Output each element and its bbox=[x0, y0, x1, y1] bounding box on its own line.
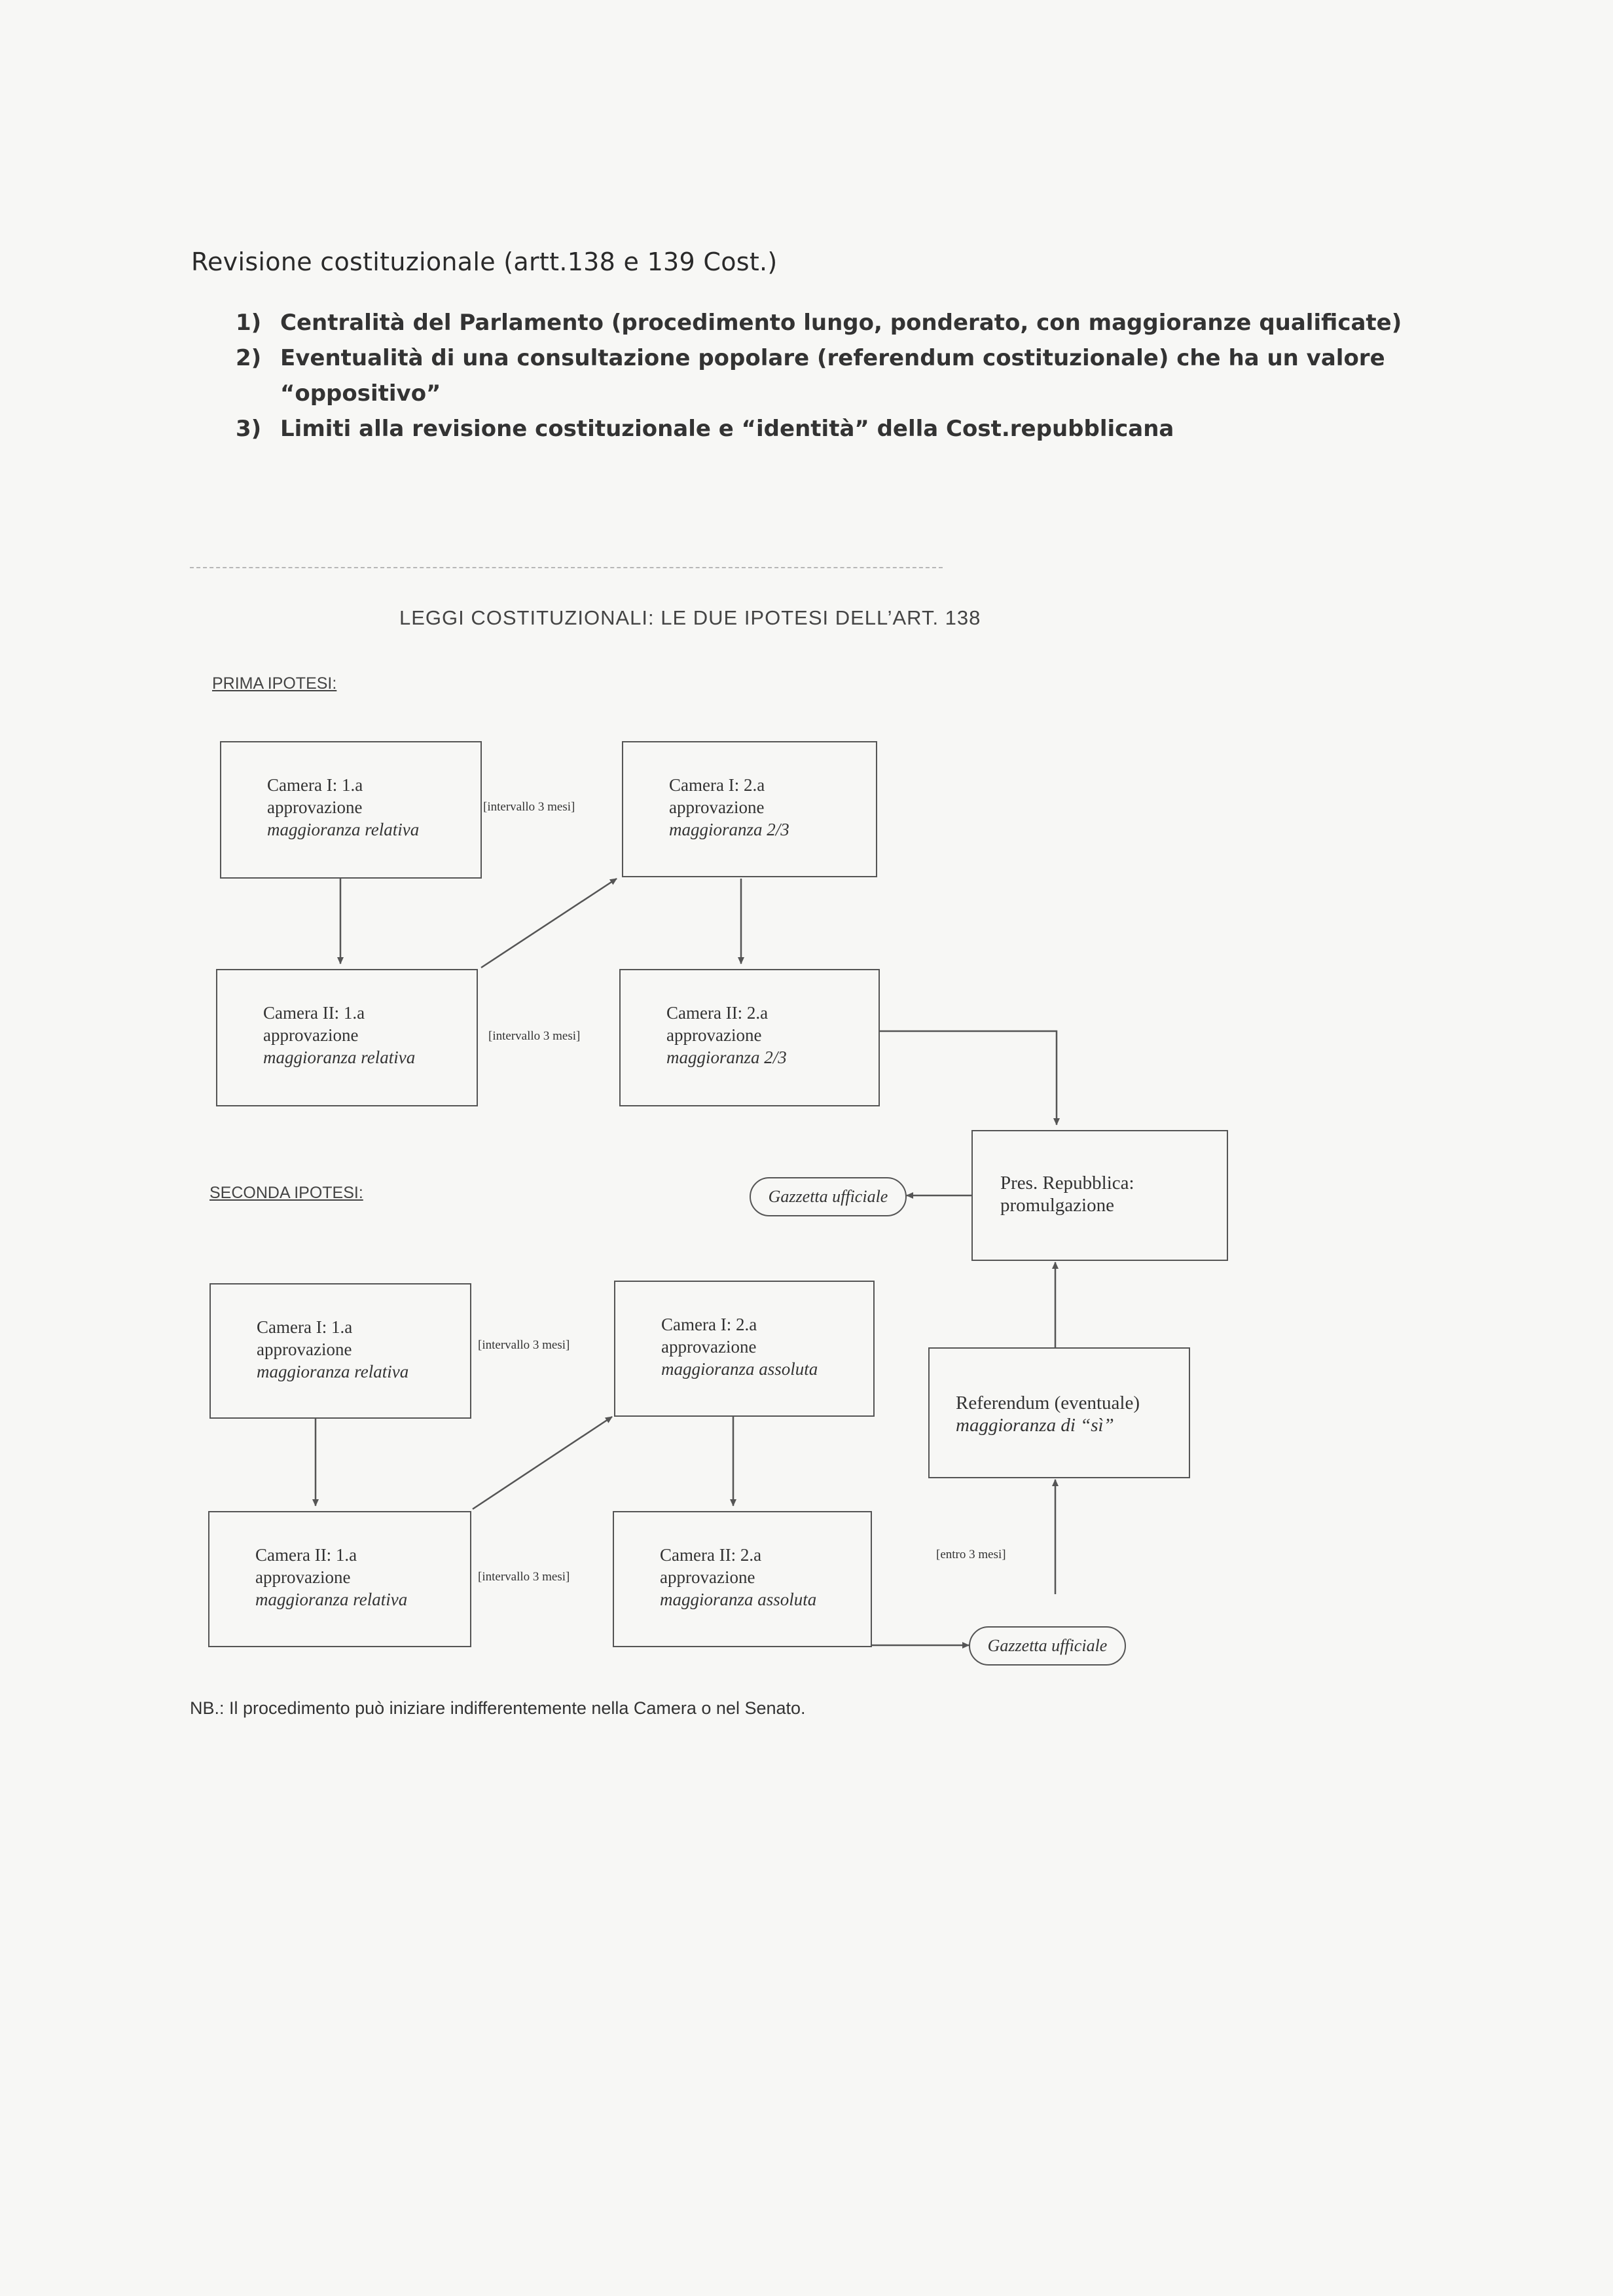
box-line: Referendum (eventuale) bbox=[956, 1393, 1140, 1413]
list-item-number: 2) bbox=[236, 345, 262, 371]
president-promulgation-box bbox=[971, 1130, 1228, 1261]
box-line: Camera I: 2.a bbox=[661, 1315, 757, 1334]
seconda-ipotesi-label: SECONDA IPOTESI: bbox=[209, 1184, 363, 1202]
box-line: maggioranza relativa bbox=[257, 1362, 409, 1381]
interval-note: [intervallo 3 mesi] bbox=[488, 1029, 581, 1043]
diagram-title: LEGGI COSTITUZIONALI: LE DUE IPOTESI DELL’ART. 138 bbox=[399, 606, 981, 629]
seconda-camera-2-first-approval bbox=[208, 1511, 471, 1647]
box-line: approvazione bbox=[267, 797, 363, 817]
box-line: approvazione bbox=[257, 1339, 352, 1359]
list-item-text: Limiti alla revisione costituzionale e “identità” della Cost.repubblicana bbox=[280, 416, 1174, 442]
box-line: Camera I: 1.a bbox=[257, 1317, 353, 1337]
box-line: approvazione bbox=[255, 1567, 351, 1587]
seconda-camera-2-second-approval bbox=[613, 1511, 872, 1647]
box-line: Camera II: 2.a bbox=[666, 1003, 769, 1023]
interval-note: [intervallo 3 mesi] bbox=[483, 800, 575, 814]
prima-ipotesi-label: PRIMA IPOTESI: bbox=[212, 674, 337, 693]
entro-note: [entro 3 mesi] bbox=[936, 1548, 1006, 1561]
list-item-number: 1) bbox=[236, 310, 262, 336]
box-line: maggioranza relativa bbox=[255, 1590, 408, 1609]
box-line: maggioranza relativa bbox=[267, 820, 420, 839]
seconda-camera-1-second-approval bbox=[614, 1281, 875, 1417]
box-line: Pres. Repubblica: bbox=[1000, 1173, 1134, 1194]
box-line: Camera I: 2.a bbox=[669, 775, 765, 795]
box-line: maggioranza 2/3 bbox=[669, 820, 789, 839]
box-line: approvazione bbox=[263, 1025, 359, 1045]
box-line: maggioranza 2/3 bbox=[666, 1048, 787, 1067]
box-line: approvazione bbox=[666, 1025, 762, 1045]
box-line: maggioranza assoluta bbox=[661, 1359, 818, 1379]
list-item bbox=[236, 411, 1414, 446]
referendum-box bbox=[928, 1347, 1190, 1478]
box-line: Camera II: 1.a bbox=[255, 1545, 357, 1565]
prima-camera-1-first-approval bbox=[220, 741, 482, 879]
box-line: maggioranza relativa bbox=[263, 1048, 416, 1067]
box-line: maggioranza di “sì” bbox=[956, 1415, 1114, 1436]
box-line: approvazione bbox=[660, 1567, 755, 1587]
list-item bbox=[236, 305, 1414, 340]
box-line: Camera I: 1.a bbox=[267, 775, 363, 795]
arrow-prima-diagonal bbox=[481, 879, 617, 968]
list-item-text: Eventualità di una consultazione popolare (referendum costituzionale) che ha un valore “oppositivo” bbox=[280, 345, 1385, 407]
prima-camera-2-first-approval bbox=[216, 969, 478, 1106]
footnote: NB.: Il procedimento può iniziare indifferentemente nella Camera o nel Senato. bbox=[190, 1698, 806, 1718]
arrow-seconda-diagonal bbox=[473, 1417, 612, 1509]
gazzetta-ufficiale-bottom: Gazzetta ufficiale bbox=[969, 1626, 1126, 1666]
gazzetta-ufficiale-top: Gazzetta ufficiale bbox=[750, 1177, 907, 1216]
prima-camera-1-second-approval bbox=[622, 741, 877, 877]
box-line: promulgazione bbox=[1000, 1195, 1114, 1216]
interval-note: [intervallo 3 mesi] bbox=[478, 1570, 570, 1584]
box-line: approvazione bbox=[669, 797, 765, 817]
seconda-camera-1-first-approval bbox=[209, 1283, 471, 1419]
box-line: approvazione bbox=[661, 1337, 757, 1357]
interval-note: [intervallo 3 mesi] bbox=[478, 1338, 570, 1352]
box-line: Camera II: 2.a bbox=[660, 1545, 762, 1565]
key-points-list bbox=[236, 305, 1414, 446]
list-item-number: 3) bbox=[236, 416, 262, 442]
flowchart-figure bbox=[190, 602, 1237, 1728]
box-line: maggioranza assoluta bbox=[660, 1590, 817, 1609]
list-item-text: Centralità del Parlamento (procedimento lungo, ponderato, con maggioranze qualificate) bbox=[280, 310, 1402, 336]
page-heading: Revisione costituzionale (artt.138 e 139 Cost.) bbox=[191, 247, 778, 276]
box-line: Camera II: 1.a bbox=[263, 1003, 365, 1023]
dashed-separator bbox=[190, 567, 943, 568]
list-item bbox=[236, 340, 1414, 411]
prima-camera-2-second-approval bbox=[619, 969, 880, 1106]
arrow-prima-to-president bbox=[879, 1031, 1057, 1125]
